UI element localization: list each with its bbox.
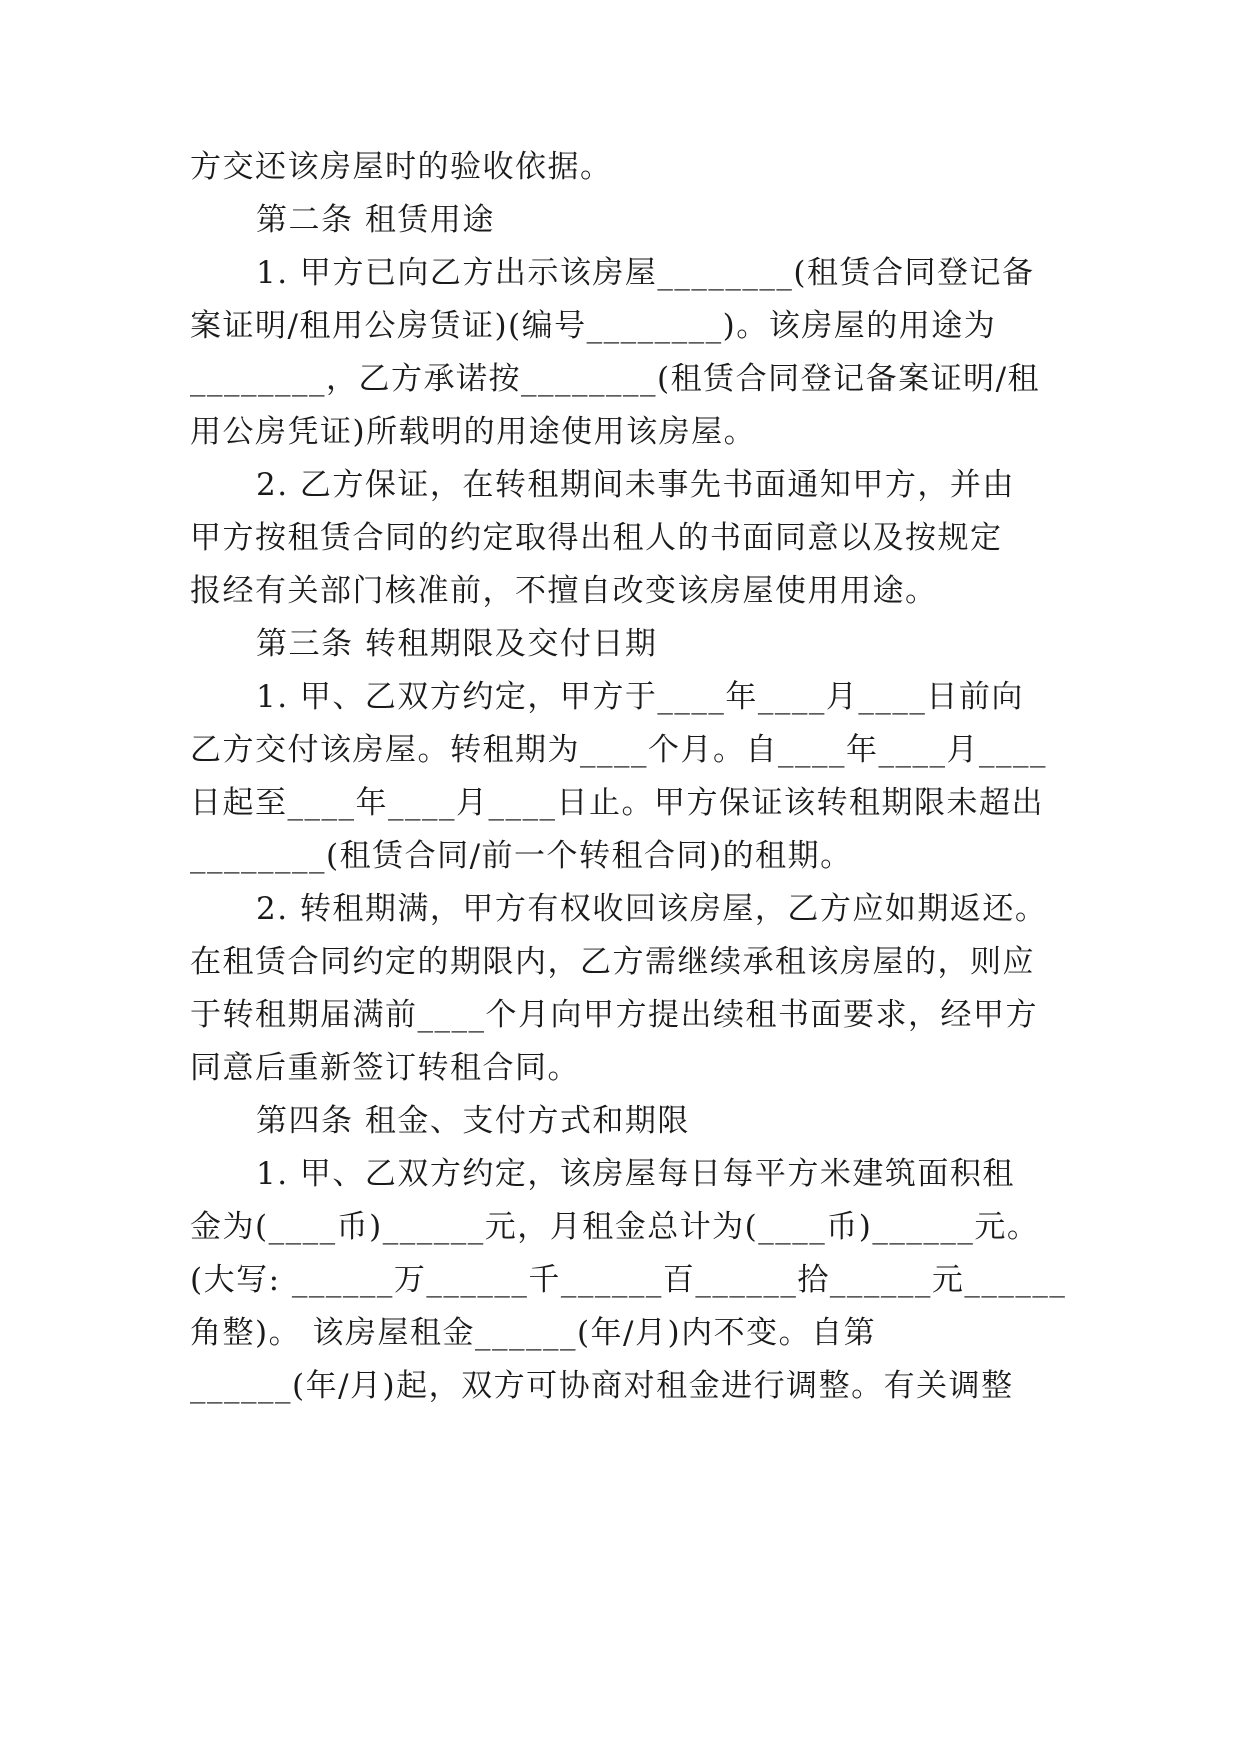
text-line: 1. 甲方已向乙方出示该房屋________(租赁合同登记备 <box>256 255 1035 291</box>
text-line: 乙方交付该房屋。转租期为____个月。自____年____月____ <box>190 732 1047 768</box>
text-line: ________，乙方承诺按________(租赁合同登记备案证明/租 <box>190 361 1041 397</box>
text-line: 报经有关部门核准前，不擅自改变该房屋使用用途。 <box>190 573 938 609</box>
text-line: 2. 转租期满，甲方有权收回该房屋，乙方应如期返还。 <box>256 891 1048 927</box>
article-2-heading: 第二条 租赁用途 <box>256 202 495 238</box>
text-line: (大写: ______万______千______百______拾______元______ <box>190 1262 1067 1298</box>
text-line: 同意后重新签订转租合同。 <box>190 1050 580 1086</box>
text-line: ______(年/月)起，双方可协商对租金进行调整。有关调整 <box>190 1368 1014 1404</box>
text-line: 角整)。 该房屋租金______(年/月)内不变。自第 <box>190 1315 877 1351</box>
text-line: 金为(____币)______元，月租金总计为(____币)______元。 <box>190 1209 1040 1245</box>
text-line: ________(租赁合同/前一个转租合同)的租期。 <box>190 838 853 874</box>
text-line: 在租赁合同约定的期限内，乙方需继续承租该房屋的，则应 <box>190 944 1035 980</box>
text-line: 1. 甲、乙双方约定，该房屋每日每平方米建筑面积租 <box>256 1156 1015 1192</box>
text-line: 甲方按租赁合同的约定取得出租人的书面同意以及按规定 <box>190 520 1003 556</box>
text-line: 于转租期届满前____个月向甲方提出续租书面要求，经甲方 <box>190 997 1038 1033</box>
text-line: 日起至____年____月____日止。甲方保证该转租期限未超出 <box>190 785 1044 821</box>
text-line: 1. 甲、乙双方约定，甲方于____年____月____日前向 <box>256 679 1024 715</box>
text-line: 案证明/租用公房赁证)(编号________)。该房屋的用途为 <box>190 308 997 344</box>
text-line: 方交还该房屋时的验收依据。 <box>190 149 613 185</box>
article-4-heading: 第四条 租金、支付方式和期限 <box>256 1103 690 1139</box>
article-3-heading: 第三条 转租期限及交付日期 <box>256 626 658 662</box>
text-line: 2. 乙方保证，在转租期间未事先书面通知甲方，并由 <box>256 467 1015 503</box>
text-line: 用公房凭证)所载明的用途使用该房屋。 <box>190 414 757 450</box>
